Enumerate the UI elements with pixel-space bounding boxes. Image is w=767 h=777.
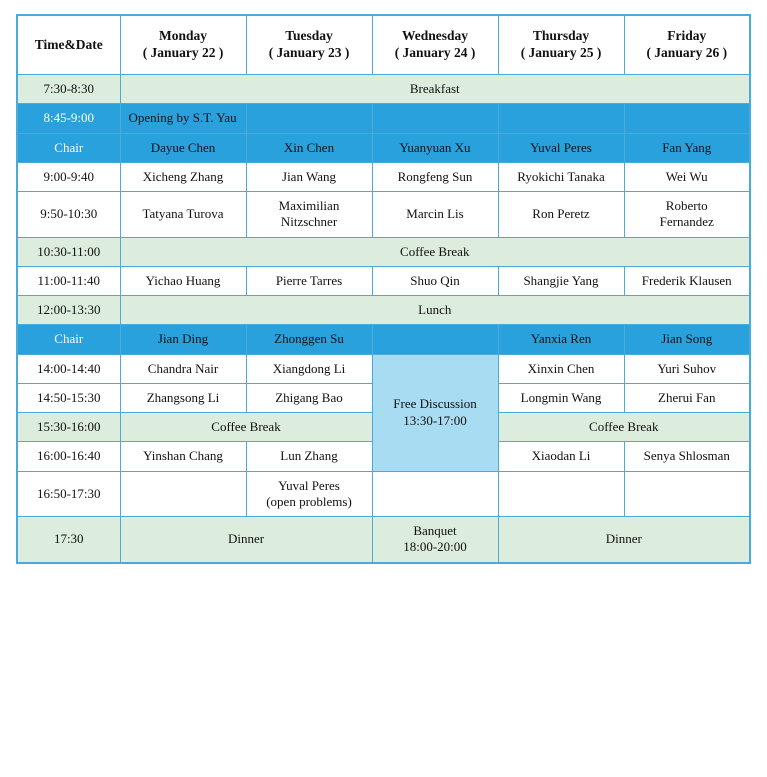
time-lunch: 12:00-13:30 bbox=[17, 296, 120, 325]
table-row-opening bbox=[17, 104, 750, 133]
column-header-time: Time&Date bbox=[17, 15, 120, 75]
table-header-row bbox=[17, 15, 750, 75]
speaker-thursday-1100: Shangjie Yang bbox=[498, 266, 624, 295]
column-header-tuesday-label: Tuesday bbox=[285, 28, 333, 44]
speaker-tuesday-0950-line2: Nitzschner bbox=[280, 214, 338, 230]
speaker-wednesday-0900: Rongfeng Sun bbox=[372, 162, 498, 191]
speaker-monday-1400: Chandra Nair bbox=[120, 354, 246, 383]
event-breakfast: Breakfast bbox=[120, 75, 750, 104]
speaker-wednesday-1650 bbox=[372, 471, 498, 517]
speaker-tuesday-1450: Zhigang Bao bbox=[246, 383, 372, 412]
speaker-thursday-1450: Longmin Wang bbox=[498, 383, 624, 412]
chair-thursday-afternoon: Yanxia Ren bbox=[498, 325, 624, 354]
speaker-friday-0900: Wei Wu bbox=[624, 162, 750, 191]
event-lunch: Lunch bbox=[120, 296, 750, 325]
chair-tuesday-morning: Xin Chen bbox=[246, 133, 372, 162]
speaker-tuesday-1600: Lun Zhang bbox=[246, 442, 372, 471]
speaker-friday-1400: Yuri Suhov bbox=[624, 354, 750, 383]
speaker-friday-1650 bbox=[624, 471, 750, 517]
speaker-friday-1450: Zherui Fan bbox=[624, 383, 750, 412]
column-header-thursday-label: Thursday bbox=[532, 28, 590, 44]
table-row-chair-afternoon bbox=[17, 325, 750, 354]
column-header-monday bbox=[120, 15, 246, 75]
column-header-friday-label: Friday bbox=[667, 28, 707, 44]
speaker-monday-0900: Xicheng Zhang bbox=[120, 162, 246, 191]
label-chair-morning: Chair bbox=[17, 133, 120, 162]
speaker-wednesday-0950: Marcin Lis bbox=[372, 192, 498, 238]
banquet-label: Banquet bbox=[413, 523, 457, 538]
speaker-friday-0950-line1: Roberto bbox=[665, 198, 708, 213]
speaker-monday-1100: Yichao Huang bbox=[120, 266, 246, 295]
table-row-dinner bbox=[17, 517, 750, 563]
chair-wednesday-afternoon bbox=[372, 325, 498, 354]
speaker-monday-1450: Zhangsong Li bbox=[120, 383, 246, 412]
table-row-breakfast bbox=[17, 75, 750, 104]
table-row-talk-1100 bbox=[17, 266, 750, 295]
time-0950: 9:50-10:30 bbox=[17, 192, 120, 238]
speaker-tuesday-1650 bbox=[246, 471, 372, 517]
event-dinner-left: Dinner bbox=[120, 517, 372, 563]
event-coffee-morning: Coffee Break bbox=[120, 237, 750, 266]
speaker-friday-1100: Frederik Klausen bbox=[624, 266, 750, 295]
speaker-tuesday-0950-line1: Maximilian bbox=[278, 198, 340, 213]
speaker-thursday-1400: Xinxin Chen bbox=[498, 354, 624, 383]
speaker-thursday-1600: Xiaodan Li bbox=[498, 442, 624, 471]
speaker-tuesday-0900: Jian Wang bbox=[246, 162, 372, 191]
table-row-coffee-morning bbox=[17, 237, 750, 266]
speaker-friday-0950 bbox=[624, 192, 750, 238]
speaker-wednesday-1100: Shuo Qin bbox=[372, 266, 498, 295]
speaker-tuesday-1650-line2: (open problems) bbox=[266, 493, 352, 509]
column-header-thursday bbox=[498, 15, 624, 75]
column-header-wednesday-date: ( January 24 ) bbox=[394, 45, 476, 60]
event-free-discussion bbox=[372, 354, 498, 471]
table-row-lunch bbox=[17, 296, 750, 325]
column-header-wednesday-label: Wednesday bbox=[401, 28, 469, 44]
column-header-thursday-date: ( January 25 ) bbox=[520, 45, 602, 60]
time-1600: 16:00-16:40 bbox=[17, 442, 120, 471]
chair-tuesday-afternoon: Zhonggen Su bbox=[246, 325, 372, 354]
time-opening: 8:45-9:00 bbox=[17, 104, 120, 133]
event-coffee-afternoon-left: Coffee Break bbox=[120, 413, 372, 442]
column-header-tuesday bbox=[246, 15, 372, 75]
speaker-thursday-0900: Ryokichi Tanaka bbox=[498, 162, 624, 191]
chair-monday-morning: Dayue Chen bbox=[120, 133, 246, 162]
speaker-thursday-1650 bbox=[498, 471, 624, 517]
speaker-tuesday-1650-line1: Yuval Peres bbox=[278, 477, 340, 493]
label-chair-afternoon: Chair bbox=[17, 325, 120, 354]
table-row-talk-1650 bbox=[17, 471, 750, 517]
chair-thursday-morning: Yuval Peres bbox=[498, 133, 624, 162]
speaker-monday-1600: Yinshan Chang bbox=[120, 442, 246, 471]
column-header-monday-label: Monday bbox=[158, 28, 207, 44]
free-discussion-label: Free Discussion bbox=[393, 396, 477, 412]
event-coffee-afternoon-right: Coffee Break bbox=[498, 413, 750, 442]
time-1450: 14:50-15:30 bbox=[17, 383, 120, 412]
chair-wednesday-morning: Yuanyuan Xu bbox=[372, 133, 498, 162]
column-header-wednesday bbox=[372, 15, 498, 75]
speaker-thursday-0950: Ron Peretz bbox=[498, 192, 624, 238]
speaker-friday-0950-line2: Fernandez bbox=[659, 214, 714, 230]
event-opening-friday bbox=[624, 104, 750, 133]
chair-monday-afternoon: Jian Ding bbox=[120, 325, 246, 354]
free-discussion-time: 13:30-17:00 bbox=[403, 412, 467, 428]
event-opening-monday: Opening by S.T. Yau bbox=[120, 104, 246, 133]
time-1400: 14:00-14:40 bbox=[17, 354, 120, 383]
chair-friday-afternoon: Jian Song bbox=[624, 325, 750, 354]
event-opening-wednesday bbox=[372, 104, 498, 133]
time-1650: 16:50-17:30 bbox=[17, 471, 120, 517]
time-breakfast: 7:30-8:30 bbox=[17, 75, 120, 104]
table-row-talk-1400 bbox=[17, 354, 750, 383]
column-header-friday bbox=[624, 15, 750, 75]
banquet-time: 18:00-20:00 bbox=[403, 539, 467, 555]
event-dinner-right: Dinner bbox=[498, 517, 750, 563]
table-row-talk-0950 bbox=[17, 192, 750, 238]
event-opening-thursday bbox=[498, 104, 624, 133]
time-coffee-morning: 10:30-11:00 bbox=[17, 237, 120, 266]
speaker-tuesday-1100: Pierre Tarres bbox=[246, 266, 372, 295]
table-row-talk-0900 bbox=[17, 162, 750, 191]
speaker-tuesday-1400: Xiangdong Li bbox=[246, 354, 372, 383]
time-dinner: 17:30 bbox=[17, 517, 120, 563]
column-header-friday-date: ( January 26 ) bbox=[646, 45, 728, 60]
event-banquet bbox=[372, 517, 498, 563]
column-header-monday-date: ( January 22 ) bbox=[142, 45, 224, 60]
conference-schedule-table bbox=[16, 14, 751, 564]
time-1100: 11:00-11:40 bbox=[17, 266, 120, 295]
speaker-tuesday-0950 bbox=[246, 192, 372, 238]
event-opening-tuesday bbox=[246, 104, 372, 133]
speaker-monday-1650 bbox=[120, 471, 246, 517]
speaker-friday-1600: Senya Shlosman bbox=[624, 442, 750, 471]
speaker-monday-0950: Tatyana Turova bbox=[120, 192, 246, 238]
table-row-chair-morning bbox=[17, 133, 750, 162]
column-header-tuesday-date: ( January 23 ) bbox=[268, 45, 350, 60]
time-coffee-afternoon: 15:30-16:00 bbox=[17, 413, 120, 442]
chair-friday-morning: Fan Yang bbox=[624, 133, 750, 162]
time-0900: 9:00-9:40 bbox=[17, 162, 120, 191]
